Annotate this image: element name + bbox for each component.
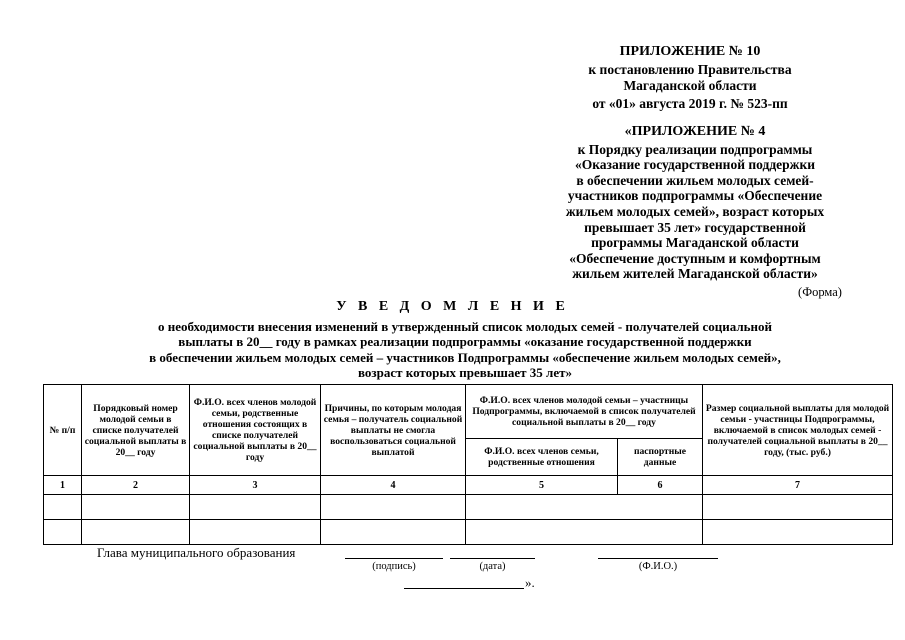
signature-label: Глава муниципального образования bbox=[97, 545, 296, 560]
notice-title: У В Е Д О М Л Е Н И Е bbox=[336, 299, 569, 314]
appendix4-line: «Обеспечение доступным и комфортным bbox=[569, 250, 821, 266]
appendix4-line: к Порядку реализации подпрограммы bbox=[577, 141, 813, 157]
table-cell[interactable] bbox=[44, 495, 82, 520]
appendix4-line: жильем молодых семей», возраст которых bbox=[565, 203, 825, 219]
appendix4-line: в обеспечении жильем молодых семей- bbox=[576, 172, 814, 188]
appendix-date: от «01» августа 2019 г. № 523-пп bbox=[592, 96, 788, 111]
header-cell-reasons: Причины, по которым молодая семья – получатель социальной выплаты не смогла воспользоваться социальной выплатой bbox=[321, 385, 466, 476]
signature-line[interactable] bbox=[345, 558, 443, 559]
table-cell[interactable] bbox=[44, 520, 82, 545]
column-number: 7 bbox=[703, 476, 893, 495]
appendix4-line: программы Магаданской области bbox=[591, 235, 799, 251]
table-cell[interactable] bbox=[190, 520, 321, 545]
table-cell[interactable] bbox=[82, 520, 190, 545]
table-cell[interactable] bbox=[321, 495, 466, 520]
table-cell[interactable] bbox=[466, 495, 703, 520]
appendix4-title: «ПРИЛОЖЕНИЕ № 4 bbox=[624, 124, 766, 139]
appendix4-header bbox=[530, 124, 860, 282]
column-number: 4 bbox=[321, 476, 466, 495]
table-cell[interactable] bbox=[321, 520, 466, 545]
header-cell-number: № п/п bbox=[44, 385, 82, 476]
header-cell-family-members: Ф.И.О. всех членов молодой семьи, родственные отношения состоящих в списке получателей социальной выплаты в 20__ году bbox=[190, 385, 321, 476]
form-label: (Форма) bbox=[798, 285, 842, 299]
table-cell[interactable] bbox=[190, 495, 321, 520]
appendix4-line: «Оказание государственной поддержки bbox=[574, 157, 816, 173]
table-header-row bbox=[44, 385, 893, 439]
table-number-row bbox=[44, 476, 893, 495]
header-cell-family-number: Порядковый номер молодой семьи в списке получателей социальной выплаты в 20__ году bbox=[82, 385, 190, 476]
table-cell[interactable] bbox=[703, 495, 893, 520]
notice-line: возраст которых превышает 35 лет» bbox=[357, 365, 573, 381]
signature-caption: (подпись) bbox=[372, 561, 416, 572]
header-cell-new-family: Ф.И.О. всех членов молодой семьи – участницы Подпрограммы, включаемой в список получателей социальной выплаты в 20__ году bbox=[466, 385, 703, 439]
table-cell[interactable] bbox=[82, 495, 190, 520]
column-number: 1 bbox=[44, 476, 82, 495]
appendix4-line: участников подпрограммы «Обеспечение bbox=[567, 188, 823, 204]
appendix4-line: жильем жителей Магаданской области» bbox=[572, 266, 818, 282]
notice-table bbox=[43, 384, 893, 545]
name-caption: (Ф.И.О.) bbox=[638, 561, 678, 572]
notice-line: выплаты в 20__ году в рамках реализации подпрограммы «оказание государственной поддержки bbox=[178, 334, 752, 350]
appendix4-line: превышает 35 лет» государственной bbox=[584, 219, 806, 235]
column-number: 6 bbox=[618, 476, 703, 495]
date-caption: (дата) bbox=[479, 561, 506, 572]
appendix-title: ПРИЛОЖЕНИЕ № 10 bbox=[619, 44, 761, 59]
table-row bbox=[44, 495, 893, 520]
table-cell[interactable] bbox=[466, 520, 703, 545]
table-row bbox=[44, 520, 893, 545]
header-cell-payment-size: Размер социальной выплаты для молодой семьи - участницы Подпрограммы, включаемой в список молодых семей - получателей социальной выплаты в 20__ году, (тыс. руб.) bbox=[703, 385, 893, 476]
header-cell-new-family-members: Ф.И.О. всех членов семьи, родственные отношения bbox=[466, 438, 618, 475]
column-number: 5 bbox=[466, 476, 618, 495]
notice-line: в обеспечении жильем молодых семей – участников Подпрограммы «обеспечение жильем молодых семей», bbox=[149, 349, 781, 365]
closing-suffix: ». bbox=[525, 575, 535, 590]
appendix-line-1: к постановлению Правительства bbox=[588, 62, 792, 77]
header-cell-passport: паспортные данные bbox=[618, 438, 703, 475]
date-line[interactable] bbox=[450, 558, 535, 559]
column-number: 2 bbox=[82, 476, 190, 495]
column-number: 3 bbox=[190, 476, 321, 495]
table-cell[interactable] bbox=[703, 520, 893, 545]
notice-line: о необходимости внесения изменений в утвержденный список молодых семей - получателей социальной bbox=[157, 319, 773, 334]
appendix-header bbox=[560, 44, 820, 112]
name-line[interactable] bbox=[598, 558, 718, 559]
closing-line[interactable] bbox=[404, 588, 524, 589]
notice-subtitle bbox=[80, 319, 850, 381]
appendix-line-2: Магаданской области bbox=[623, 78, 757, 93]
